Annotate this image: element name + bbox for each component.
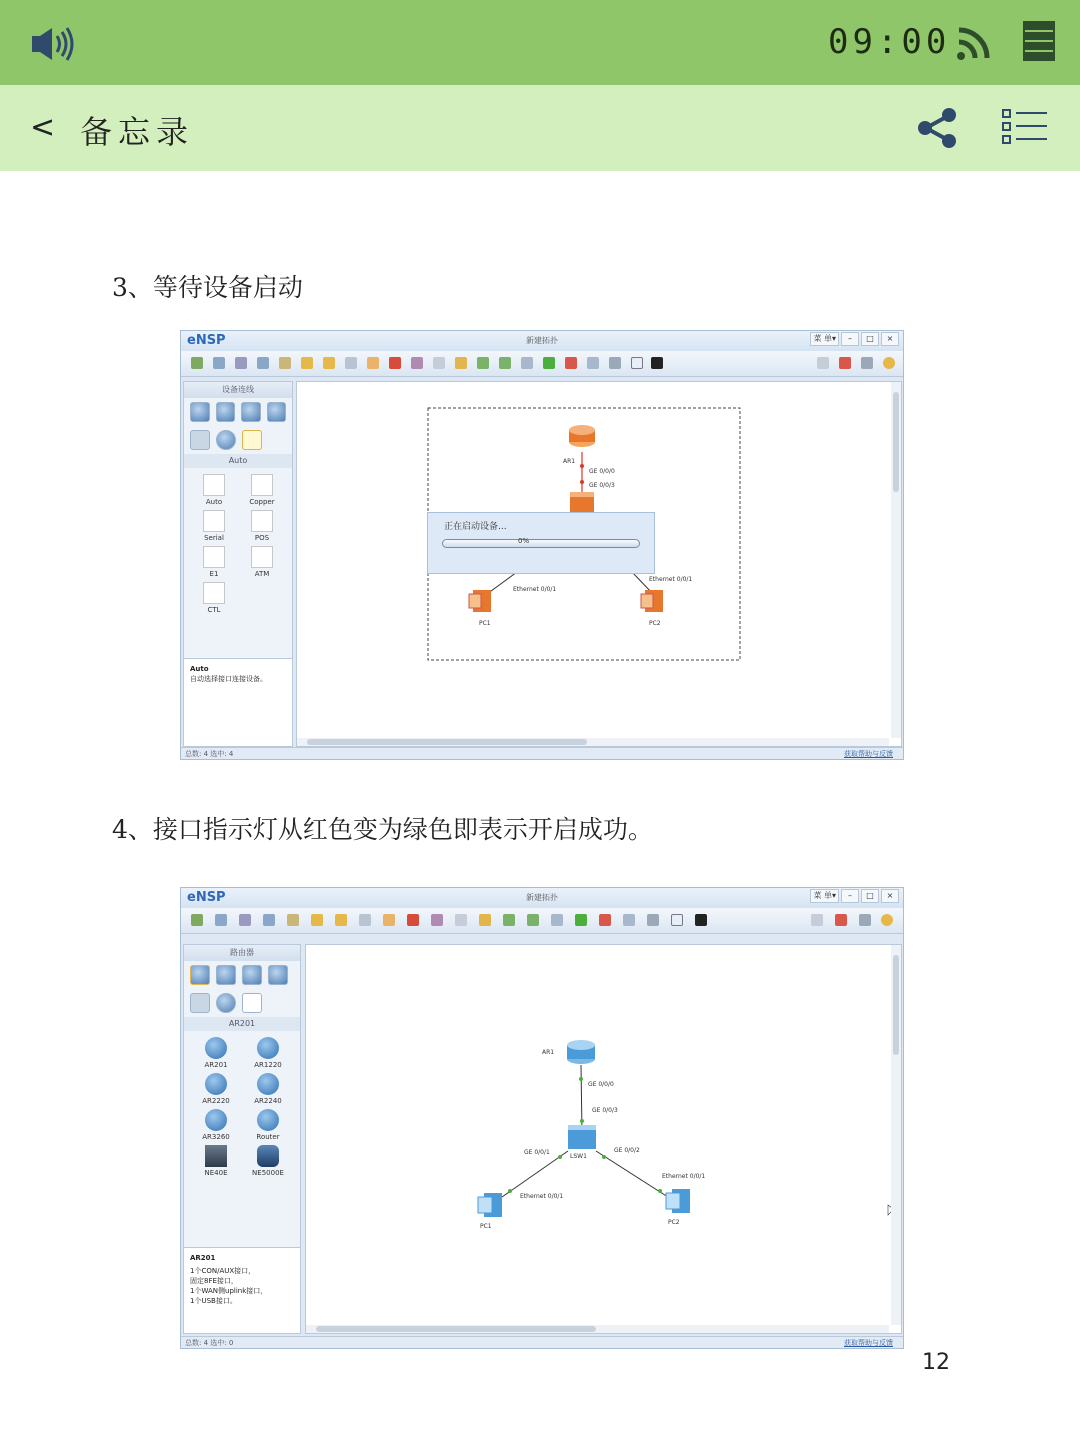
port-label: Ethernet 0/0/1	[520, 1193, 564, 1200]
item-label: AR1220	[254, 1061, 282, 1069]
vertical-scrollbar	[891, 945, 901, 1325]
router-icon	[205, 1073, 227, 1095]
item-label: Serial	[204, 534, 224, 542]
item-label: CTL	[207, 606, 221, 614]
list-item	[190, 472, 238, 506]
ctl-cable-icon	[203, 582, 225, 604]
fit-icon	[551, 914, 563, 926]
description-line: 固定8FE接口，	[190, 1277, 238, 1285]
list-item	[242, 1143, 294, 1177]
item-label: E1	[209, 570, 219, 578]
item-label: NE5000E	[252, 1169, 284, 1177]
port-label: GE 0/0/1	[524, 1149, 550, 1156]
category-row	[184, 398, 292, 426]
pos-cable-icon	[251, 510, 273, 532]
node-label-lsw1: LSW1	[570, 1153, 587, 1160]
device-description	[184, 1247, 300, 1333]
item-label: AR3260	[202, 1133, 230, 1141]
description-line: 1个USB接口。	[190, 1297, 237, 1305]
description-text: 自动选择接口连接设备。	[190, 675, 267, 683]
window-title: 新建拓扑	[526, 893, 558, 902]
help-icon	[883, 357, 895, 369]
hand-icon	[383, 914, 395, 926]
port-label: GE 0/0/3	[592, 1107, 618, 1114]
list-item	[190, 1143, 242, 1177]
panel-subtitle: Auto	[184, 454, 292, 468]
zoom-out-icon	[499, 357, 511, 369]
maximize-icon: □	[861, 889, 879, 903]
category-row-2	[184, 989, 300, 1017]
step-3-heading: 3、等待设备启动	[112, 273, 303, 302]
selection-count: 总数: 4 选中: 0	[185, 1339, 234, 1347]
capture-icon	[587, 357, 599, 369]
firewall-category-icon	[268, 965, 288, 985]
category-row	[184, 961, 300, 989]
save-icon	[239, 914, 251, 926]
minimize-icon: –	[841, 889, 859, 903]
switch-category-icon	[216, 402, 236, 422]
zoom-in-icon	[503, 914, 515, 926]
rectangle-icon	[479, 914, 491, 926]
ensp-toolbar	[181, 351, 903, 377]
description-title: Auto	[190, 665, 209, 673]
list-item	[242, 1071, 294, 1105]
chassis-icon	[205, 1145, 227, 1167]
page-number: 12	[922, 1350, 950, 1375]
firewall-category-icon	[267, 402, 287, 422]
router-ar1-icon	[569, 425, 595, 447]
hand-icon	[367, 357, 379, 369]
list-item	[190, 508, 238, 542]
item-label: AR2240	[254, 1097, 282, 1105]
list-item	[242, 1107, 294, 1141]
start-icon	[543, 357, 555, 369]
ensp-logo: eNSP	[187, 333, 226, 348]
router-icon	[257, 1037, 279, 1059]
panel-subtitle: AR201	[184, 1017, 300, 1031]
router-list	[184, 1031, 300, 1181]
switch-lsw1-icon	[570, 492, 594, 514]
save-icon	[235, 357, 247, 369]
wlan-category-icon	[242, 965, 262, 985]
port-label: Ethernet 0/0/1	[662, 1173, 706, 1180]
menu-button: 菜 单▾	[810, 332, 839, 346]
router-ar1-icon	[567, 1040, 595, 1064]
panel-title: 路由器	[184, 945, 300, 961]
close-icon: ×	[881, 889, 899, 903]
cable-list	[184, 468, 292, 618]
capture-icon	[623, 914, 635, 926]
router-icon	[205, 1037, 227, 1059]
grid-icon	[671, 914, 683, 926]
pc2-icon	[641, 590, 663, 612]
dialog-title: 正在启动设备...	[444, 522, 507, 532]
redo-icon	[323, 357, 335, 369]
progress-percent: 0%	[518, 537, 530, 545]
print-icon	[287, 914, 299, 926]
list-item	[242, 1035, 294, 1069]
window-controls	[810, 889, 899, 903]
selection-count: 总数: 4 选中: 4	[185, 750, 234, 758]
list-item	[238, 472, 286, 506]
delete-link-icon	[431, 914, 443, 926]
progress-bar	[442, 539, 640, 548]
console-icon	[695, 914, 707, 926]
new-topology-icon	[191, 914, 203, 926]
description-line: 1个WAN侧uplink接口，	[190, 1287, 268, 1295]
starting-devices-dialog	[427, 512, 655, 574]
port-label: GE 0/0/2	[614, 1147, 640, 1154]
chat-icon	[817, 357, 829, 369]
node-label-pc2: PC2	[649, 620, 661, 627]
stop-icon	[599, 914, 611, 926]
select-icon	[345, 357, 357, 369]
topology-diagram	[306, 945, 903, 1335]
category-row-2	[184, 426, 292, 454]
step-4-heading: 4、接口指示灯从红色变为绿色即表示开启成功。	[112, 815, 653, 844]
topology-icon	[609, 357, 621, 369]
open-icon	[213, 357, 225, 369]
text-icon	[433, 357, 445, 369]
grid-icon	[631, 357, 643, 369]
delete-icon	[389, 357, 401, 369]
ensp-status-bar	[181, 1336, 903, 1348]
port-label: GE 0/0/0	[588, 1081, 614, 1088]
topology-icon	[647, 914, 659, 926]
description-title: AR201	[190, 1254, 216, 1262]
topology-canvas	[305, 944, 902, 1334]
ensp-screenshot-1	[180, 330, 904, 760]
list-item	[238, 544, 286, 578]
text-icon	[455, 914, 467, 926]
list-item	[190, 1107, 242, 1141]
ensp-status-bar	[181, 747, 903, 759]
settings-icon	[861, 357, 873, 369]
router-category-icon	[190, 402, 210, 422]
panel-title: 设备连线	[184, 382, 292, 398]
console-icon	[651, 357, 663, 369]
delete-icon	[407, 914, 419, 926]
chassis-icon	[257, 1145, 279, 1167]
port-label: GE 0/0/0	[589, 468, 615, 475]
item-label: ATM	[254, 570, 270, 578]
ensp-title-bar	[181, 331, 903, 351]
description-line: 1个CON/AUX接口，	[190, 1267, 256, 1275]
device-description	[184, 658, 292, 746]
switch-lsw1-icon	[568, 1125, 596, 1149]
node-label-ar1: AR1	[542, 1049, 555, 1056]
item-label: AR201	[204, 1061, 228, 1069]
copper-cable-icon	[251, 474, 273, 496]
fit-icon	[521, 357, 533, 369]
ensp-toolbar	[181, 908, 903, 934]
pc2-icon	[666, 1189, 690, 1213]
node-label-ar1: AR1	[563, 458, 576, 465]
list-menu-icon[interactable]	[1002, 107, 1048, 147]
serial-cable-icon	[203, 510, 225, 532]
auto-cable-icon	[203, 474, 225, 496]
close-icon: ×	[881, 332, 899, 346]
node-label-pc1: PC1	[480, 1223, 492, 1230]
item-label: Auto	[205, 498, 223, 506]
undo-icon	[301, 357, 313, 369]
save-as-icon	[257, 357, 269, 369]
port-label: GE 0/0/3	[589, 482, 615, 489]
page-title: 备忘录	[80, 113, 195, 151]
node-label-pc1: PC1	[479, 620, 491, 627]
router-category-icon	[190, 965, 210, 985]
port-label: Ethernet 0/0/1	[649, 576, 693, 583]
select-icon	[359, 914, 371, 926]
item-label: AR2220	[202, 1097, 230, 1105]
rectangle-icon	[455, 357, 467, 369]
ensp-logo: eNSP	[187, 890, 226, 905]
e1-cable-icon	[203, 546, 225, 568]
horizontal-scrollbar	[297, 738, 889, 746]
new-topology-icon	[191, 357, 203, 369]
item-label: POS	[254, 534, 270, 542]
ensp-screenshot-2	[180, 887, 904, 1349]
vertical-scrollbar	[891, 382, 901, 738]
print-icon	[279, 357, 291, 369]
router-icon	[257, 1109, 279, 1131]
list-item	[190, 544, 238, 578]
cloud-category-icon	[216, 993, 236, 1013]
list-item	[190, 580, 238, 614]
router-icon	[257, 1073, 279, 1095]
switch-category-icon	[216, 965, 236, 985]
pc1-icon	[469, 590, 491, 612]
open-icon	[215, 914, 227, 926]
router-icon	[205, 1109, 227, 1131]
port-label: Ethernet 0/0/1	[513, 586, 557, 593]
undo-icon	[311, 914, 323, 926]
topology-canvas	[296, 381, 902, 747]
status-bar	[0, 0, 1080, 85]
settings-icon	[859, 914, 871, 926]
list-item	[190, 1071, 242, 1105]
signal-icon	[955, 22, 995, 62]
zoom-out-icon	[527, 914, 539, 926]
chat-icon	[811, 914, 823, 926]
item-label: Router	[256, 1133, 280, 1141]
wlan-category-icon	[241, 402, 261, 422]
item-label: Copper	[249, 498, 275, 506]
atm-cable-icon	[251, 546, 273, 568]
battery-icon	[1022, 20, 1056, 62]
help-feedback-link: 获取帮助与反馈	[844, 750, 893, 758]
help-feedback-link: 获取帮助与反馈	[844, 1339, 893, 1347]
list-item	[190, 1035, 242, 1069]
ensp-title-bar	[181, 888, 903, 908]
pc-category-icon	[190, 993, 210, 1013]
home-icon	[839, 357, 851, 369]
cable-category-icon	[242, 993, 262, 1013]
pc1-icon	[478, 1193, 502, 1217]
menu-button: 菜 单▾	[810, 889, 839, 903]
back-button[interactable]: <	[30, 110, 56, 145]
cloud-category-icon	[216, 430, 236, 450]
device-panel	[183, 381, 293, 747]
list-item	[238, 508, 286, 542]
device-panel	[183, 944, 301, 1334]
zoom-in-icon	[477, 357, 489, 369]
share-icon[interactable]	[916, 107, 958, 149]
horizontal-scrollbar	[306, 1325, 889, 1333]
save-as-icon	[263, 914, 275, 926]
delete-link-icon	[411, 357, 423, 369]
speaker-icon	[30, 24, 76, 64]
maximize-icon: □	[861, 332, 879, 346]
pc-category-icon	[190, 430, 210, 450]
minimize-icon: –	[841, 332, 859, 346]
redo-icon	[335, 914, 347, 926]
clock-time: 09:00	[828, 22, 951, 62]
cable-category-icon	[242, 430, 262, 450]
home-icon	[835, 914, 847, 926]
help-icon	[881, 914, 893, 926]
item-label: NE40E	[204, 1169, 228, 1177]
app-title-bar	[0, 85, 1080, 171]
stop-icon	[565, 357, 577, 369]
window-title: 新建拓扑	[526, 336, 558, 345]
node-label-pc2: PC2	[668, 1219, 680, 1226]
window-controls	[810, 332, 899, 346]
start-icon	[575, 914, 587, 926]
